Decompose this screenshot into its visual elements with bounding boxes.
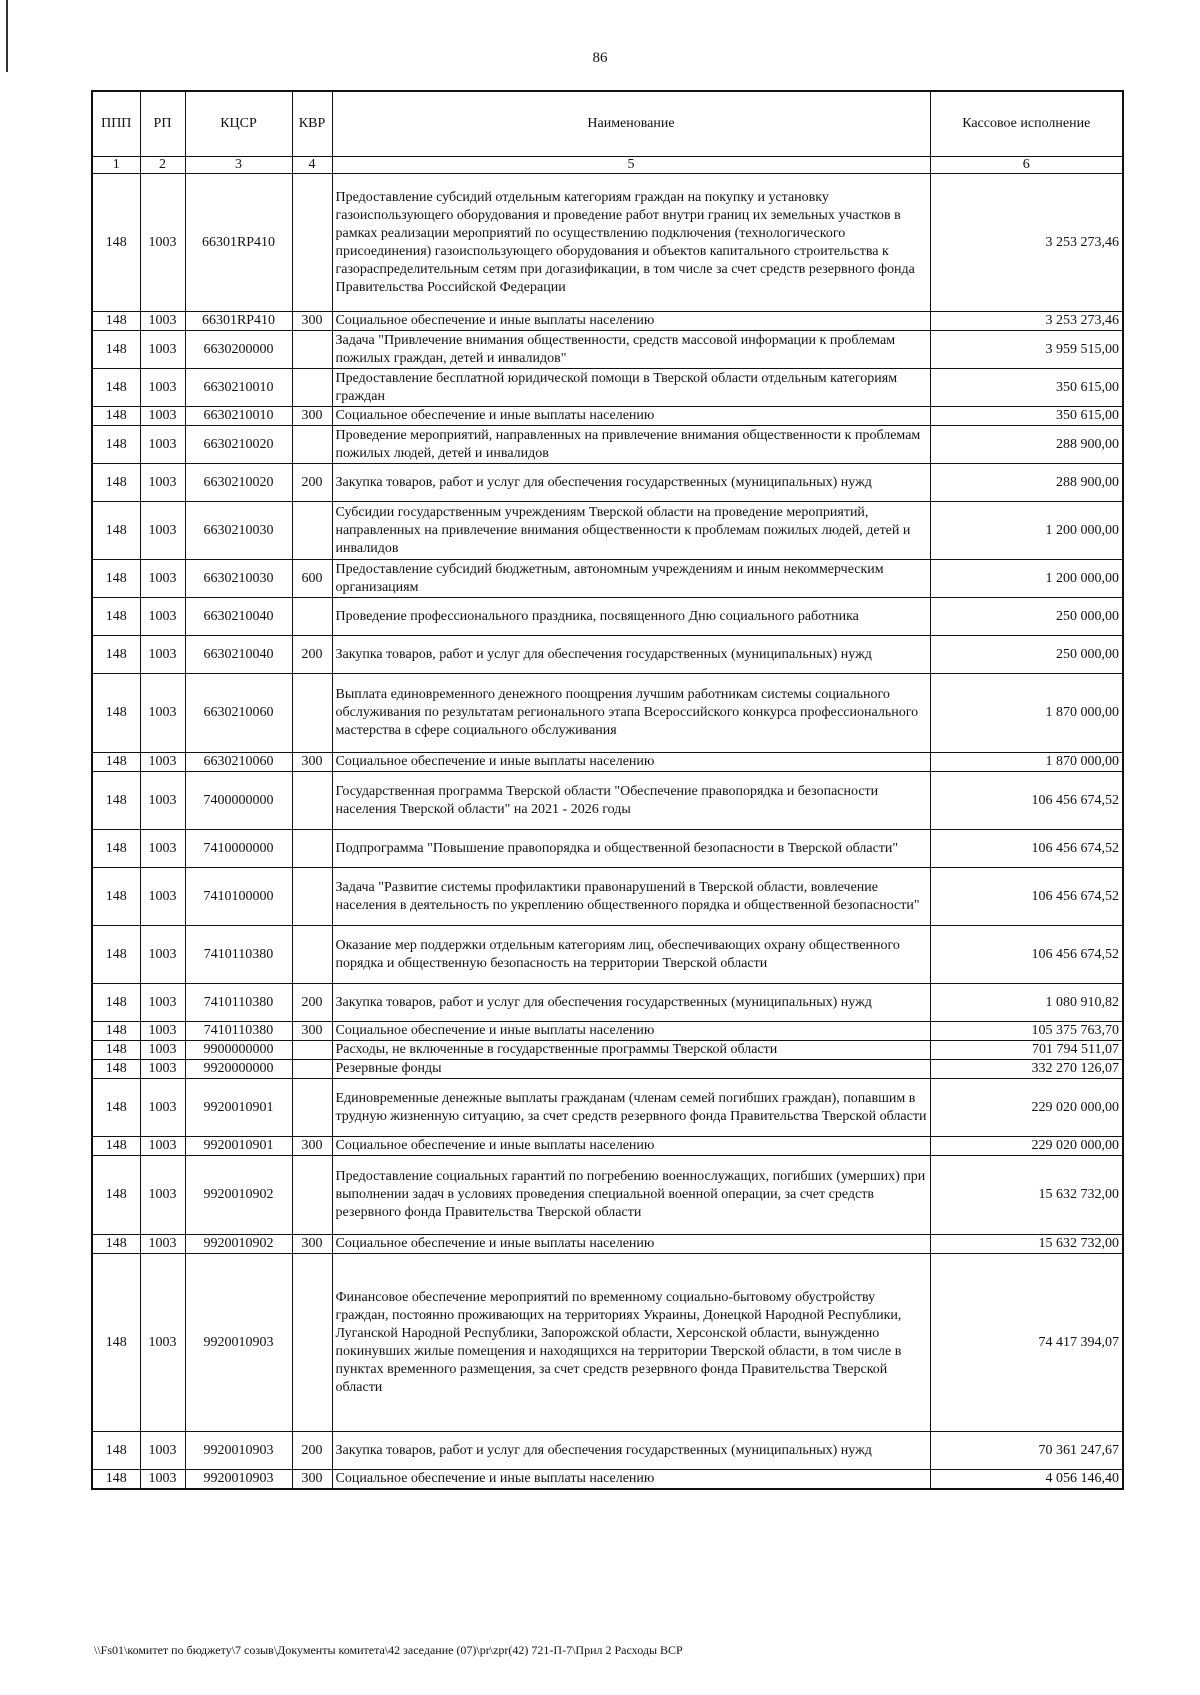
name-cell: Социальное обеспечение и иные выплаты населению [332, 407, 930, 426]
name-cell: Оказание мер поддержки отдельным категориям лиц, обеспечивающих охрану общественного порядка и общественную безопасность на территории Тверской области [332, 926, 930, 984]
kvr-cell: 200 [292, 636, 332, 674]
rp-cell: 1003 [140, 772, 185, 830]
kcsr-cell: 9920000000 [185, 1060, 292, 1079]
kvr-cell [292, 426, 332, 464]
ppp-cell: 148 [92, 426, 140, 464]
rp-cell: 1003 [140, 502, 185, 560]
name-cell: Закупка товаров, работ и услуг для обеспечения государственных (муниципальных) нужд [332, 984, 930, 1022]
kcsr-cell: 9900000000 [185, 1041, 292, 1060]
kvr-cell: 600 [292, 560, 332, 598]
name-cell: Социальное обеспечение и иные выплаты населению [332, 1137, 930, 1156]
table-row [92, 407, 1123, 426]
ppp-cell: 148 [92, 772, 140, 830]
rp-cell: 1003 [140, 312, 185, 331]
column-number: 2 [140, 157, 185, 174]
rp-cell: 1003 [140, 1235, 185, 1254]
name-cell: Субсидии государственным учреждениям Тверской области на проведение мероприятий, направленных на привлечение внимания общественности к проблемам пожилых людей, детей и инвалидов [332, 502, 930, 560]
rp-cell: 1003 [140, 174, 185, 312]
amount-cell: 105 375 763,70 [930, 1022, 1123, 1041]
ppp-cell: 148 [92, 830, 140, 868]
kvr-cell [292, 174, 332, 312]
kvr-cell: 300 [292, 1235, 332, 1254]
kcsr-cell: 6630210060 [185, 753, 292, 772]
ppp-cell: 148 [92, 1235, 140, 1254]
ppp-cell: 148 [92, 174, 140, 312]
kcsr-cell: 6630210010 [185, 407, 292, 426]
rp-cell: 1003 [140, 1137, 185, 1156]
table-row [92, 772, 1123, 830]
ppp-cell: 148 [92, 1079, 140, 1137]
ppp-cell: 148 [92, 598, 140, 636]
ppp-cell: 148 [92, 464, 140, 502]
ppp-cell: 148 [92, 1060, 140, 1079]
table-row [92, 1041, 1123, 1060]
kcsr-cell: 7400000000 [185, 772, 292, 830]
kcsr-cell: 66301RP410 [185, 174, 292, 312]
table-row [92, 312, 1123, 331]
amount-cell: 229 020 000,00 [930, 1137, 1123, 1156]
name-cell: Предоставление бесплатной юридической помощи в Тверской области отдельным категориям граждан [332, 369, 930, 407]
table-row [92, 331, 1123, 369]
header-row [92, 91, 1123, 157]
amount-cell: 106 456 674,52 [930, 926, 1123, 984]
name-cell: Социальное обеспечение и иные выплаты населению [332, 753, 930, 772]
header-ppp: ППП [92, 91, 140, 157]
column-number: 6 [930, 157, 1123, 174]
kvr-cell [292, 1254, 332, 1432]
table-row [92, 926, 1123, 984]
amount-cell: 106 456 674,52 [930, 772, 1123, 830]
kvr-cell: 300 [292, 1137, 332, 1156]
rp-cell: 1003 [140, 1470, 185, 1490]
rp-cell: 1003 [140, 984, 185, 1022]
ppp-cell: 148 [92, 674, 140, 753]
amount-cell: 250 000,00 [930, 598, 1123, 636]
table-row [92, 1156, 1123, 1235]
table-row [92, 1079, 1123, 1137]
kvr-cell: 200 [292, 464, 332, 502]
amount-cell: 3 253 273,46 [930, 312, 1123, 331]
kcsr-cell: 6630210030 [185, 502, 292, 560]
amount-cell: 288 900,00 [930, 426, 1123, 464]
rp-cell: 1003 [140, 331, 185, 369]
header-name: Наименование [332, 91, 930, 157]
amount-cell: 106 456 674,52 [930, 868, 1123, 926]
name-cell: Выплата единовременного денежного поощрения лучшим работникам системы социального обслуживания по результатам регионального этапа Всероссийского конкурса профессионального мастерства в сфере социального обслуживания [332, 674, 930, 753]
table-row [92, 1235, 1123, 1254]
kvr-cell: 300 [292, 312, 332, 331]
table-row [92, 426, 1123, 464]
column-number: 3 [185, 157, 292, 174]
table-row [92, 636, 1123, 674]
ppp-cell: 148 [92, 1041, 140, 1060]
name-cell: Закупка товаров, работ и услуг для обеспечения государственных (муниципальных) нужд [332, 1432, 930, 1470]
amount-cell: 350 615,00 [930, 369, 1123, 407]
table-row [92, 502, 1123, 560]
kvr-cell: 300 [292, 1470, 332, 1490]
name-cell: Расходы, не включенные в государственные программы Тверской области [332, 1041, 930, 1060]
ppp-cell: 148 [92, 331, 140, 369]
ppp-cell: 148 [92, 926, 140, 984]
ppp-cell: 148 [92, 369, 140, 407]
rp-cell: 1003 [140, 636, 185, 674]
ppp-cell: 148 [92, 1254, 140, 1432]
kvr-cell: 300 [292, 1022, 332, 1041]
rp-cell: 1003 [140, 598, 185, 636]
amount-cell: 106 456 674,52 [930, 830, 1123, 868]
amount-cell: 4 056 146,40 [930, 1470, 1123, 1490]
rp-cell: 1003 [140, 1156, 185, 1235]
kcsr-cell: 9920010902 [185, 1235, 292, 1254]
header-amount: Кассовое исполнение [930, 91, 1123, 157]
amount-cell: 288 900,00 [930, 464, 1123, 502]
kcsr-cell: 7410110380 [185, 926, 292, 984]
table-row [92, 560, 1123, 598]
name-cell: Социальное обеспечение и иные выплаты населению [332, 1470, 930, 1490]
kvr-cell [292, 1156, 332, 1235]
rp-cell: 1003 [140, 1060, 185, 1079]
table-row [92, 753, 1123, 772]
kcsr-cell: 66301RP410 [185, 312, 292, 331]
amount-cell: 70 361 247,67 [930, 1432, 1123, 1470]
kcsr-cell: 6630210040 [185, 598, 292, 636]
amount-cell: 3 253 273,46 [930, 174, 1123, 312]
rp-cell: 1003 [140, 1079, 185, 1137]
name-cell: Проведение профессионального праздника, посвященного Дню социального работника [332, 598, 930, 636]
kcsr-cell: 6630210020 [185, 464, 292, 502]
name-cell: Предоставление социальных гарантий по погребению военнослужащих, погибших (умерших) при выполнении задач в условиях проведения специальной военной операции, за счет средств резервного фонда Правительства Тверской области [332, 1156, 930, 1235]
column-number: 5 [332, 157, 930, 174]
kcsr-cell: 7410110380 [185, 1022, 292, 1041]
name-cell: Предоставление субсидий бюджетным, автономным учреждениям и иным некоммерческим организациям [332, 560, 930, 598]
kvr-cell [292, 1041, 332, 1060]
kcsr-cell: 9920010903 [185, 1470, 292, 1490]
amount-cell: 350 615,00 [930, 407, 1123, 426]
name-cell: Задача "Развитие системы профилактики правонарушений в Тверской области, вовлечение населения в деятельность по укреплению общественного порядка и общественной безопасности" [332, 868, 930, 926]
rp-cell: 1003 [140, 926, 185, 984]
kvr-cell [292, 772, 332, 830]
kcsr-cell: 9920010901 [185, 1079, 292, 1137]
kvr-cell [292, 598, 332, 636]
kcsr-cell: 7410110380 [185, 984, 292, 1022]
ppp-cell: 148 [92, 407, 140, 426]
ppp-cell: 148 [92, 868, 140, 926]
header-kcsr: КЦСР [185, 91, 292, 157]
name-cell: Финансовое обеспечение мероприятий по временному социально-бытовому обустройству граждан, постоянно проживающих на территориях Украины, Донецкой Народной Республики, Луганской Народной Республики, Запорожской области, Херсонской области, вынужденно покинувших жилые помещения и находящихся на территории Тверской области, в том числе в пунктах временного размещения, за счет средств резервного фонда Правительства Тверской области [332, 1254, 930, 1432]
rp-cell: 1003 [140, 830, 185, 868]
kcsr-cell: 9920010901 [185, 1137, 292, 1156]
kvr-cell [292, 369, 332, 407]
ppp-cell: 148 [92, 636, 140, 674]
table-row [92, 1470, 1123, 1490]
kvr-cell [292, 830, 332, 868]
rp-cell: 1003 [140, 369, 185, 407]
table-row [92, 174, 1123, 312]
kvr-cell: 300 [292, 407, 332, 426]
name-cell: Социальное обеспечение и иные выплаты населению [332, 1235, 930, 1254]
footer-file-path: \\Fs01\комитет по бюджету\7 созыв\Документы комитета\42 заседание (07)\pr\zpr(42) 721-П-7\Прил 2 Расходы ВСР [94, 1643, 683, 1657]
amount-cell: 74 417 394,07 [930, 1254, 1123, 1432]
kcsr-cell: 6630210030 [185, 560, 292, 598]
kcsr-cell: 7410000000 [185, 830, 292, 868]
rp-cell: 1003 [140, 753, 185, 772]
kvr-cell [292, 1079, 332, 1137]
ppp-cell: 148 [92, 1432, 140, 1470]
table-row [92, 1060, 1123, 1079]
kvr-cell [292, 1060, 332, 1079]
name-cell: Единовременные денежные выплаты гражданам (членам семей погибших граждан), попавшим в трудную жизненную ситуацию, за счет средств резервного фонда Правительства Тверской области [332, 1079, 930, 1137]
rp-cell: 1003 [140, 426, 185, 464]
amount-cell: 3 959 515,00 [930, 331, 1123, 369]
rp-cell: 1003 [140, 1022, 185, 1041]
ppp-cell: 148 [92, 560, 140, 598]
table-row [92, 1137, 1123, 1156]
column-number: 4 [292, 157, 332, 174]
ppp-cell: 148 [92, 1022, 140, 1041]
rp-cell: 1003 [140, 868, 185, 926]
rp-cell: 1003 [140, 1254, 185, 1432]
rp-cell: 1003 [140, 674, 185, 753]
column-number-row [92, 157, 1123, 174]
amount-cell: 15 632 732,00 [930, 1235, 1123, 1254]
kcsr-cell: 6630210060 [185, 674, 292, 753]
table-row [92, 830, 1123, 868]
ppp-cell: 148 [92, 984, 140, 1022]
kcsr-cell: 7410100000 [185, 868, 292, 926]
name-cell: Закупка товаров, работ и услуг для обеспечения государственных (муниципальных) нужд [332, 636, 930, 674]
amount-cell: 1 870 000,00 [930, 753, 1123, 772]
header-kvr: КВР [292, 91, 332, 157]
name-cell: Подпрограмма "Повышение правопорядка и общественной безопасности в Тверской области" [332, 830, 930, 868]
amount-cell: 15 632 732,00 [930, 1156, 1123, 1235]
table-row [92, 1022, 1123, 1041]
name-cell: Социальное обеспечение и иные выплаты населению [332, 312, 930, 331]
amount-cell: 1 200 000,00 [930, 502, 1123, 560]
table-row [92, 674, 1123, 753]
table-row [92, 1254, 1123, 1432]
kvr-cell [292, 868, 332, 926]
rp-cell: 1003 [140, 464, 185, 502]
column-number: 1 [92, 157, 140, 174]
kcsr-cell: 6630210040 [185, 636, 292, 674]
name-cell: Государственная программа Тверской области "Обеспечение правопорядка и безопасности населения Тверской области" на 2021 - 2026 годы [332, 772, 930, 830]
amount-cell: 1 200 000,00 [930, 560, 1123, 598]
ppp-cell: 148 [92, 502, 140, 560]
kvr-cell [292, 674, 332, 753]
amount-cell: 229 020 000,00 [930, 1079, 1123, 1137]
amount-cell: 332 270 126,07 [930, 1060, 1123, 1079]
name-cell: Проведение мероприятий, направленных на привлечение внимания общественности к проблемам пожилых людей, детей и инвалидов [332, 426, 930, 464]
rp-cell: 1003 [140, 1432, 185, 1470]
ppp-cell: 148 [92, 312, 140, 331]
rp-cell: 1003 [140, 560, 185, 598]
amount-cell: 250 000,00 [930, 636, 1123, 674]
kcsr-cell: 6630200000 [185, 331, 292, 369]
rp-cell: 1003 [140, 1041, 185, 1060]
name-cell: Резервные фонды [332, 1060, 930, 1079]
page-number: 86 [592, 50, 608, 66]
name-cell: Задача "Привлечение внимания общественности, средств массовой информации к проблемам пожилых граждан, детей и инвалидов" [332, 331, 930, 369]
kcsr-cell: 9920010903 [185, 1432, 292, 1470]
kcsr-cell: 6630210020 [185, 426, 292, 464]
ppp-cell: 148 [92, 753, 140, 772]
kcsr-cell: 9920010902 [185, 1156, 292, 1235]
header-rp: РП [140, 91, 185, 157]
kvr-cell: 300 [292, 753, 332, 772]
kvr-cell [292, 926, 332, 984]
ppp-cell: 148 [92, 1156, 140, 1235]
table-row [92, 598, 1123, 636]
amount-cell: 701 794 511,07 [930, 1041, 1123, 1060]
kvr-cell [292, 502, 332, 560]
table-row [92, 984, 1123, 1022]
name-cell: Социальное обеспечение и иные выплаты населению [332, 1022, 930, 1041]
amount-cell: 1 080 910,82 [930, 984, 1123, 1022]
ppp-cell: 148 [92, 1137, 140, 1156]
table-row [92, 369, 1123, 407]
kvr-cell: 200 [292, 1432, 332, 1470]
kcsr-cell: 6630210010 [185, 369, 292, 407]
budget-table [91, 90, 1124, 1490]
amount-cell: 1 870 000,00 [930, 674, 1123, 753]
table-row [92, 868, 1123, 926]
kvr-cell: 200 [292, 984, 332, 1022]
table-row [92, 1432, 1123, 1470]
rp-cell: 1003 [140, 407, 185, 426]
name-cell: Закупка товаров, работ и услуг для обеспечения государственных (муниципальных) нужд [332, 464, 930, 502]
table-row [92, 464, 1123, 502]
kcsr-cell: 9920010903 [185, 1254, 292, 1432]
ppp-cell: 148 [92, 1470, 140, 1490]
name-cell: Предоставление субсидий отдельным категориям граждан на покупку и установку газоиспользующего оборудования и проведение работ внутри границ их земельных участков в рамках реализации мероприятий по осуществлению подключения (технологического присоединения) газоиспользующего оборудования и объектов капитального строительства к газораспределительным сетям при догазификации, в том числе за счет средств резервного фонда Правительства Российской Федерации [332, 174, 930, 312]
kvr-cell [292, 331, 332, 369]
